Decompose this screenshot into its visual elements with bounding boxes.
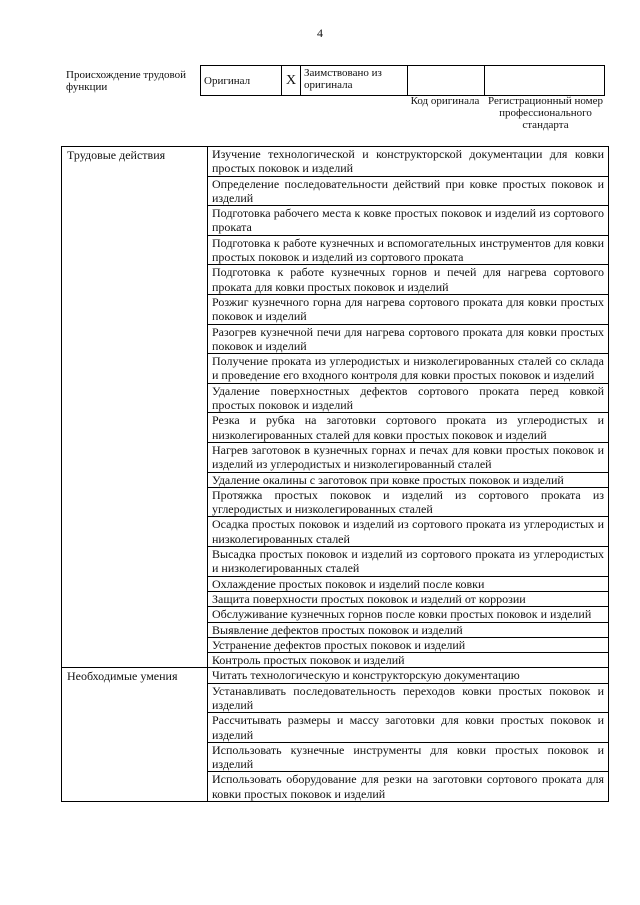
labor-action-item: Осадка простых поковок и изделий из сортового проката из углеродистых и низколегированных сталей	[208, 517, 609, 547]
borrowed-cell: Заимствовано из оригинала	[301, 66, 408, 96]
labor-action-item: Охлаждение простых поковок и изделий после ковки	[208, 576, 609, 591]
labor-action-item: Разогрев кузнечной печи для нагрева сортового проката для ковки простых поковок и изделий	[208, 324, 609, 354]
labor-action-item: Высадка простых поковок и изделий из сортового проката из углеродистых и низколегированных сталей	[208, 547, 609, 577]
labor-action-item: Розжиг кузнечного горна для нагрева сортового проката для ковки простых поковок и изделий	[208, 294, 609, 324]
labor-action-item: Контроль простых поковок и изделий	[208, 653, 609, 668]
labor-action-item: Подготовка рабочего места к ковке простых поковок и изделий из сортового проката	[208, 206, 609, 236]
skill-item: Использовать кузнечные инструменты для ковки простых поковок и изделий	[208, 742, 609, 772]
reg-number-caption: Регистрационный номер профессионального стандарта	[487, 95, 604, 131]
labor-action-item: Протяжка простых поковок и изделий из сортового проката из углеродистых и низколегированных сталей	[208, 487, 609, 517]
labor-action-item: Изучение технологической и конструкторской документации для ковки простых поковок и изделий	[208, 147, 609, 177]
code-cell	[408, 66, 485, 96]
labor-action-item: Подготовка к работе кузнечных горнов и печей для нагрева сортового проката для ковки простых поковок и изделий	[208, 265, 609, 295]
original-cell: Оригинал	[201, 66, 282, 96]
labor-action-item: Определение последовательности действий при ковке простых поковок и изделий	[208, 176, 609, 206]
labor-action-item: Защита поверхности простых поковок и изделий от коррозии	[208, 591, 609, 606]
labor-action-item: Выявление дефектов простых поковок и изделий	[208, 622, 609, 637]
labor-action-item: Обслуживание кузнечных горнов после ковки простых поковок и изделий	[208, 607, 609, 622]
labor-action-row	[62, 147, 609, 177]
labor-action-item: Устранение дефектов простых поковок и изделий	[208, 637, 609, 652]
labor-action-item: Резка и рубка на заготовки сортового проката из углеродистых и низколегированных сталей для ковки простых поковок и изделий	[208, 413, 609, 443]
skill-item: Рассчитывать размеры и массу заготовки для ковки простых поковок и изделий	[208, 713, 609, 743]
skill-row	[62, 668, 609, 683]
skill-section-label: Необходимые умения	[62, 668, 208, 802]
labor-action-section-label: Трудовые действия	[62, 147, 208, 668]
original-mark: X	[282, 66, 301, 96]
labor-action-item: Нагрев заготовок в кузнечных горнах и печах для ковки простых поковок и изделий из углеродистых и низколегированный сталей	[208, 442, 609, 472]
labor-action-item: Подготовка к работе кузнечных и вспомогательных инструментов для ковки простых поковок и изделий из сортового проката	[208, 235, 609, 265]
function-table	[61, 146, 609, 802]
code-caption: Код оригинала	[410, 95, 480, 107]
origin-label: Происхождение трудовой функции	[66, 69, 187, 93]
skill-item: Использовать оборудование для резки на заготовки сортового проката для ковки простых поковок и изделий	[208, 772, 609, 802]
origin-table	[200, 65, 605, 96]
reg-number-cell	[485, 66, 605, 96]
skill-item: Устанавливать последовательность переходов ковки простых поковок и изделий	[208, 683, 609, 713]
skill-item: Читать технологическую и конструкторскую документацию	[208, 668, 609, 683]
page-number: 4	[317, 26, 323, 40]
labor-action-item: Получение проката из углеродистых и низколегированных сталей со склада и проведение его входного контроля для ковки простых поковок и изделий	[208, 354, 609, 384]
labor-action-item: Удаление поверхностных дефектов сортового проката перед ковкой простых поковок и изделий	[208, 383, 609, 413]
labor-action-item: Удаление окалины с заготовок при ковке простых поковок и изделий	[208, 472, 609, 487]
